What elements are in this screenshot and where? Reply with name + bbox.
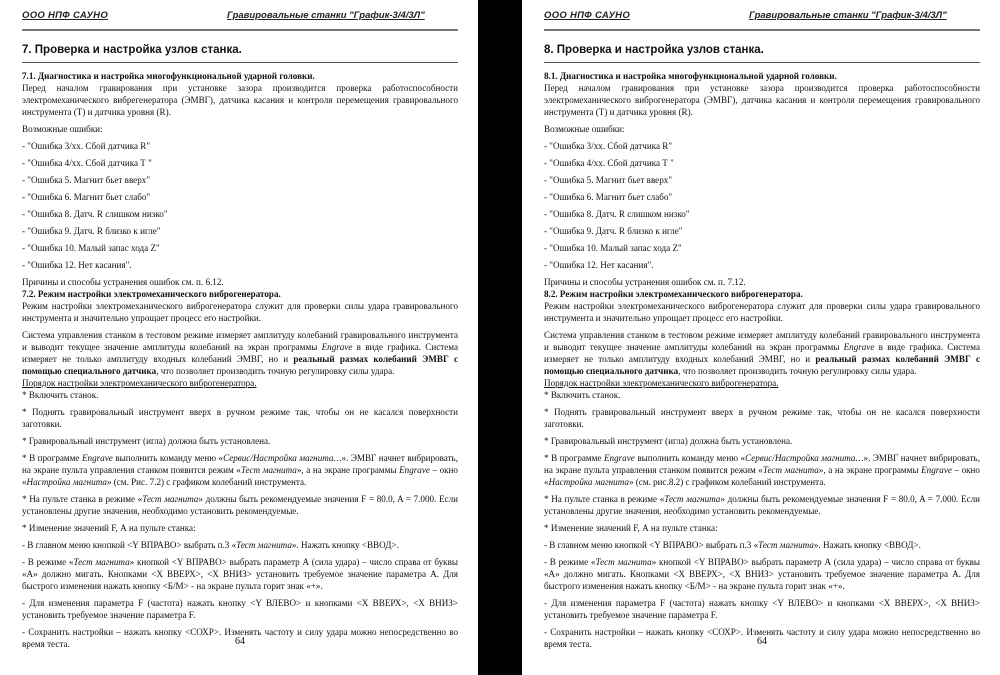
text-run: * В программе xyxy=(22,453,82,463)
program-name: Engrave xyxy=(321,342,353,352)
bold-emphasis: реальный размах колебаний ЭМВГ с помощью специального датчика xyxy=(544,354,980,376)
vibro-system-paragraph xyxy=(22,329,458,377)
text-run: ». Нажать кнопку <ВВОД>. xyxy=(813,540,921,550)
error-item: - "Ошибка 6. Магнит бьет слабо" xyxy=(22,192,151,202)
step: - Сохранить настройки – нажать кнопку <СОХР>. Изменять частоту и силу удара можно непосредственно во время теста. xyxy=(544,627,980,649)
header-rule xyxy=(22,29,458,31)
error-item: - "Ошибка 4/хх. Сбой датчика Т " xyxy=(22,158,152,168)
step: - Для изменения параметра F (частота) нажать кнопку <Y ВЛЕВО> и кнопками <X ВВЕРХ>, <X ВНИЗ> установить требуемое значение параметра F. xyxy=(22,598,458,620)
text-run: - В главном меню кнопкой <Y ВПРАВО> выбрать п.3 « xyxy=(22,540,237,550)
text-run: выполнить команду меню « xyxy=(634,453,746,463)
menu-command: Сервис/Настройка магнита… xyxy=(223,453,342,463)
text-run: , что позволяет производить точную регулировку силы удара. xyxy=(678,366,917,376)
step: * Изменение значений F, А на пульте станка: xyxy=(22,523,196,533)
window-name: Настройка магнита xyxy=(548,477,629,487)
step: - Сохранить настройки – нажать кнопку <СОХР>. Изменять частоту и силу удара можно непосредственно во время теста. xyxy=(22,627,458,649)
window-name: Настройка магнита xyxy=(26,477,107,487)
text-run: », а на экране программы xyxy=(296,465,400,475)
mode-name: Тест магнита xyxy=(142,494,199,504)
error-item: - "Ошибка 5. Магнит бьет вверх" xyxy=(22,175,151,185)
mode-name: Тест магнита xyxy=(73,557,130,567)
error-item: - "Ошибка 6. Магнит бьет слабо" xyxy=(544,192,673,202)
text-run: » (см. рис.8.2) с графиком колебаний инструмента. xyxy=(628,477,826,487)
step xyxy=(22,452,458,488)
step xyxy=(544,539,980,551)
text-run: - В режиме « xyxy=(22,557,74,567)
text-run: Система управления станком в тестовом режиме измеряет амплитуду колебаний гравировального инструмента и выводит текущее значение амплитуды колебаний на экран программы xyxy=(22,330,458,352)
text-run: в виде графика. Система измеряет не только амплитуду входных колебаний ЭМВГ, но и xyxy=(544,342,980,364)
errors-label: Возможные ошибки: xyxy=(22,124,103,134)
text-run: выполнить команду меню « xyxy=(112,453,224,463)
text-run: * В программе xyxy=(544,453,604,463)
text-run: в виде графика. Система измеряет не только амплитуду входных колебаний ЭМВГ, но и xyxy=(22,342,458,364)
text-run: ». ЭМВГ начнет вибрировать, на экране пульта управления станком появится режим « xyxy=(22,453,458,475)
bold-emphasis: реальный размах колебаний ЭМВГ с помощью специального датчика xyxy=(22,354,458,376)
text-run: ». ЭМВГ начнет вибрировать, на экране пульта управления станком появится режим « xyxy=(544,453,980,475)
vibro-intro-paragraph: Режим настройки электромеханического виброгенератора служит для проверки силы удара гравировального инструмента и значительно упрощает процесс его настройки. xyxy=(22,301,458,323)
text-run: », а на экране программы xyxy=(818,465,922,475)
section-title: 7. Проверка и настройка узлов станка. xyxy=(22,44,242,56)
error-item: - "Ошибка 8. Датч. R слишком низко" xyxy=(544,209,690,219)
error-item: - "Ошибка 12. Нет касания". xyxy=(544,260,654,270)
text-run: - В режиме « xyxy=(544,557,596,567)
page-inner xyxy=(22,0,458,675)
text-run: » кнопкой <Y ВПРАВО> выбрать параметр А (сила удара) – число справа от буквы «А» должно мигать. Кнопками <X ВВЕРХ>, <X ВНИЗ> установить требуемое значение параметра А. Для быстрого изменения нажать кнопку <Б/М> - на экране пульта горит знак «+». xyxy=(544,557,980,591)
errors-label: Возможные ошибки: xyxy=(544,124,625,134)
page-gutter xyxy=(478,0,522,675)
machine-title: Гравировальные станки "График-3/4/3Л" xyxy=(749,10,947,21)
running-header xyxy=(544,9,980,25)
machine-title: Гравировальные станки "График-3/4/3Л" xyxy=(227,10,425,21)
program-name: Engrave xyxy=(921,465,952,475)
section-rule xyxy=(544,62,980,63)
subsection-title-2: 8.2. Режим настройки электромеханического виброгенератора. xyxy=(544,289,803,299)
vibro-system-paragraph xyxy=(544,329,980,377)
step xyxy=(22,493,458,517)
text-run: » должны быть рекомендуемые значения F = 80.0, A = 7.000. Если установлены другие значения, необходимо установить рекомендуемые. xyxy=(22,494,458,516)
text-run: - В главном меню кнопкой <Y ВПРАВО> выбрать п.3 « xyxy=(544,540,759,550)
program-name: Engrave xyxy=(81,453,113,463)
company-name: ООО НПФ САУНО xyxy=(22,10,109,21)
text-run: * На пульте станка в режиме « xyxy=(544,494,665,504)
program-name: Engrave xyxy=(843,342,875,352)
menu-command: Сервис/Настройка магнита… xyxy=(745,453,864,463)
error-item: - "Ошибка 3/хх. Сбой датчика R" xyxy=(544,141,673,151)
mode-name: Тест магнита xyxy=(758,540,814,550)
text-run: * На пульте станка в режиме « xyxy=(22,494,143,504)
mode-name: Тест магнита xyxy=(664,494,721,504)
errors-reference: Причины и способы устранения ошибок см. п. 6.12. xyxy=(22,277,224,287)
step: - Для изменения параметра F (частота) нажать кнопку <Y ВЛЕВО> и кнопками <X ВВЕРХ>, <X ВНИЗ> установить требуемое значение параметра F. xyxy=(544,598,980,620)
diagnostics-paragraph: Перед началом гравирования при установке зазора производится проверка работоспособности электромеханического вибрегенератора (ЭМВГ), датчика касания и контроля перемещения гравировального инструмента (Т) и датчика уровня (R). xyxy=(22,83,458,117)
program-name: Engrave xyxy=(603,453,635,463)
company-name: ООО НПФ САУНО xyxy=(544,10,631,21)
step xyxy=(544,493,980,517)
step: * Изменение значений F, А на пульте станка: xyxy=(544,523,718,533)
subsection-title-1: 7.1. Диагностика и настройка многофункциональной ударной головки. xyxy=(22,71,315,81)
subsection-title-1: 8.1. Диагностика и настройка многофункциональной ударной головки. xyxy=(544,71,837,81)
error-item: - "Ошибка 9. Датч. R близко к игле" xyxy=(544,226,683,236)
page-number: 64 xyxy=(235,636,245,647)
step: * Включить станок. xyxy=(22,390,99,400)
page-inner xyxy=(544,0,980,675)
diagnostics-paragraph: Перед началом гравирования при установке зазора производится проверка работоспособности электромеханического виброгенератора (ЭМВГ), датчика касания и контроля перемещения гравировального инструмента (Т) и датчика уровня (R). xyxy=(544,83,980,117)
step: * Гравировальный инструмент (игла) должна быть установлена. xyxy=(544,436,793,446)
mode-name: Тест магнита xyxy=(762,465,819,475)
step xyxy=(544,452,980,488)
step xyxy=(22,556,458,592)
errors-reference: Причины и способы устранения ошибок см. п. 7.12. xyxy=(544,277,746,287)
error-item: - "Ошибка 10. Малый запас хода Z" xyxy=(22,243,160,253)
text-run: Система управления станком в тестовом режиме измеряет амплитуду колебаний гравировального инструмента и выводит текущее значение амплитуды колебаний на экран программы xyxy=(544,330,980,352)
step: * Поднять гравировальный инструмент вверх в ручном режиме так, чтобы он не касался поверхности заготовки. xyxy=(22,407,458,429)
document-page-right xyxy=(522,0,1000,675)
text-run: » (см. Рис. 7.2) с графиком колебаний инструмента. xyxy=(106,477,307,487)
page-number: 64 xyxy=(757,636,767,647)
section-rule xyxy=(22,62,458,63)
header-rule xyxy=(544,29,980,31)
text-run: » кнопкой <Y ВПРАВО> выбрать параметр А (сила удара) – число справа от буквы «А» должно мигать. Кнопками <X ВВЕРХ>, <X ВНИЗ> установить требуемое значение параметра А. Для быстрого изменения нажать кнопку <Б/М> - на экране пульта горит знак «+». xyxy=(22,557,458,591)
step xyxy=(22,539,458,551)
text-run: – окно « xyxy=(544,465,980,487)
mode-name: Тест магнита xyxy=(240,465,297,475)
text-run: , что позволяет производить точную регулировку силы удара. xyxy=(156,366,395,376)
step: * Гравировальный инструмент (игла) должна быть установлена. xyxy=(22,436,271,446)
error-item: - "Ошибка 3/хх. Сбой датчика R" xyxy=(22,141,151,151)
error-item: - "Ошибка 5. Магнит бьет вверх" xyxy=(544,175,673,185)
text-run: ». Нажать кнопку <ВВОД>. xyxy=(291,540,399,550)
document-page-left xyxy=(0,0,478,675)
vibro-intro-paragraph: Режим настройки электромеханического виброгенератора служит для проверки силы удара гравировального инструмента и значительно упрощает процесс его настройки. xyxy=(544,301,980,323)
step: * Поднять гравировальный инструмент вверх в ручном режиме так, чтобы он не касался поверхности заготовки. xyxy=(544,407,980,429)
error-list xyxy=(544,140,980,271)
program-name: Engrave xyxy=(399,465,430,475)
step xyxy=(544,556,980,592)
procedure-title: Порядок настройки электромеханического виброгенератора. xyxy=(544,378,779,388)
section-title: 8. Проверка и настройка узлов станка. xyxy=(544,44,764,56)
page-content xyxy=(22,70,458,650)
error-item: - "Ошибка 8. Датч. R слишком низко" xyxy=(22,209,168,219)
mode-name: Тест магнита xyxy=(595,557,652,567)
error-list xyxy=(22,140,458,271)
error-item: - "Ошибка 12. Нет касания". xyxy=(22,260,132,270)
page-content xyxy=(544,70,980,650)
subsection-title-2: 7.2. Режим настройки электромеханического виброгенератора. xyxy=(22,289,281,299)
text-run: – окно « xyxy=(22,465,458,487)
step: * Включить станок. xyxy=(544,390,621,400)
text-run: » должны быть рекомендуемые значения F = 80.0, A = 7.000. Если установлены другие значения, необходимо установить рекомендуемые. xyxy=(544,494,980,516)
procedure-title: Порядок настройки электромеханического виброгенератора. xyxy=(22,378,257,388)
mode-name: Тест магнита xyxy=(236,540,292,550)
error-item: - "Ошибка 10. Малый запас хода Z" xyxy=(544,243,682,253)
running-header xyxy=(22,9,458,25)
error-item: - "Ошибка 4/хх. Сбой датчика Т " xyxy=(544,158,674,168)
error-item: - "Ошибка 9. Датч. R близко к игле" xyxy=(22,226,161,236)
